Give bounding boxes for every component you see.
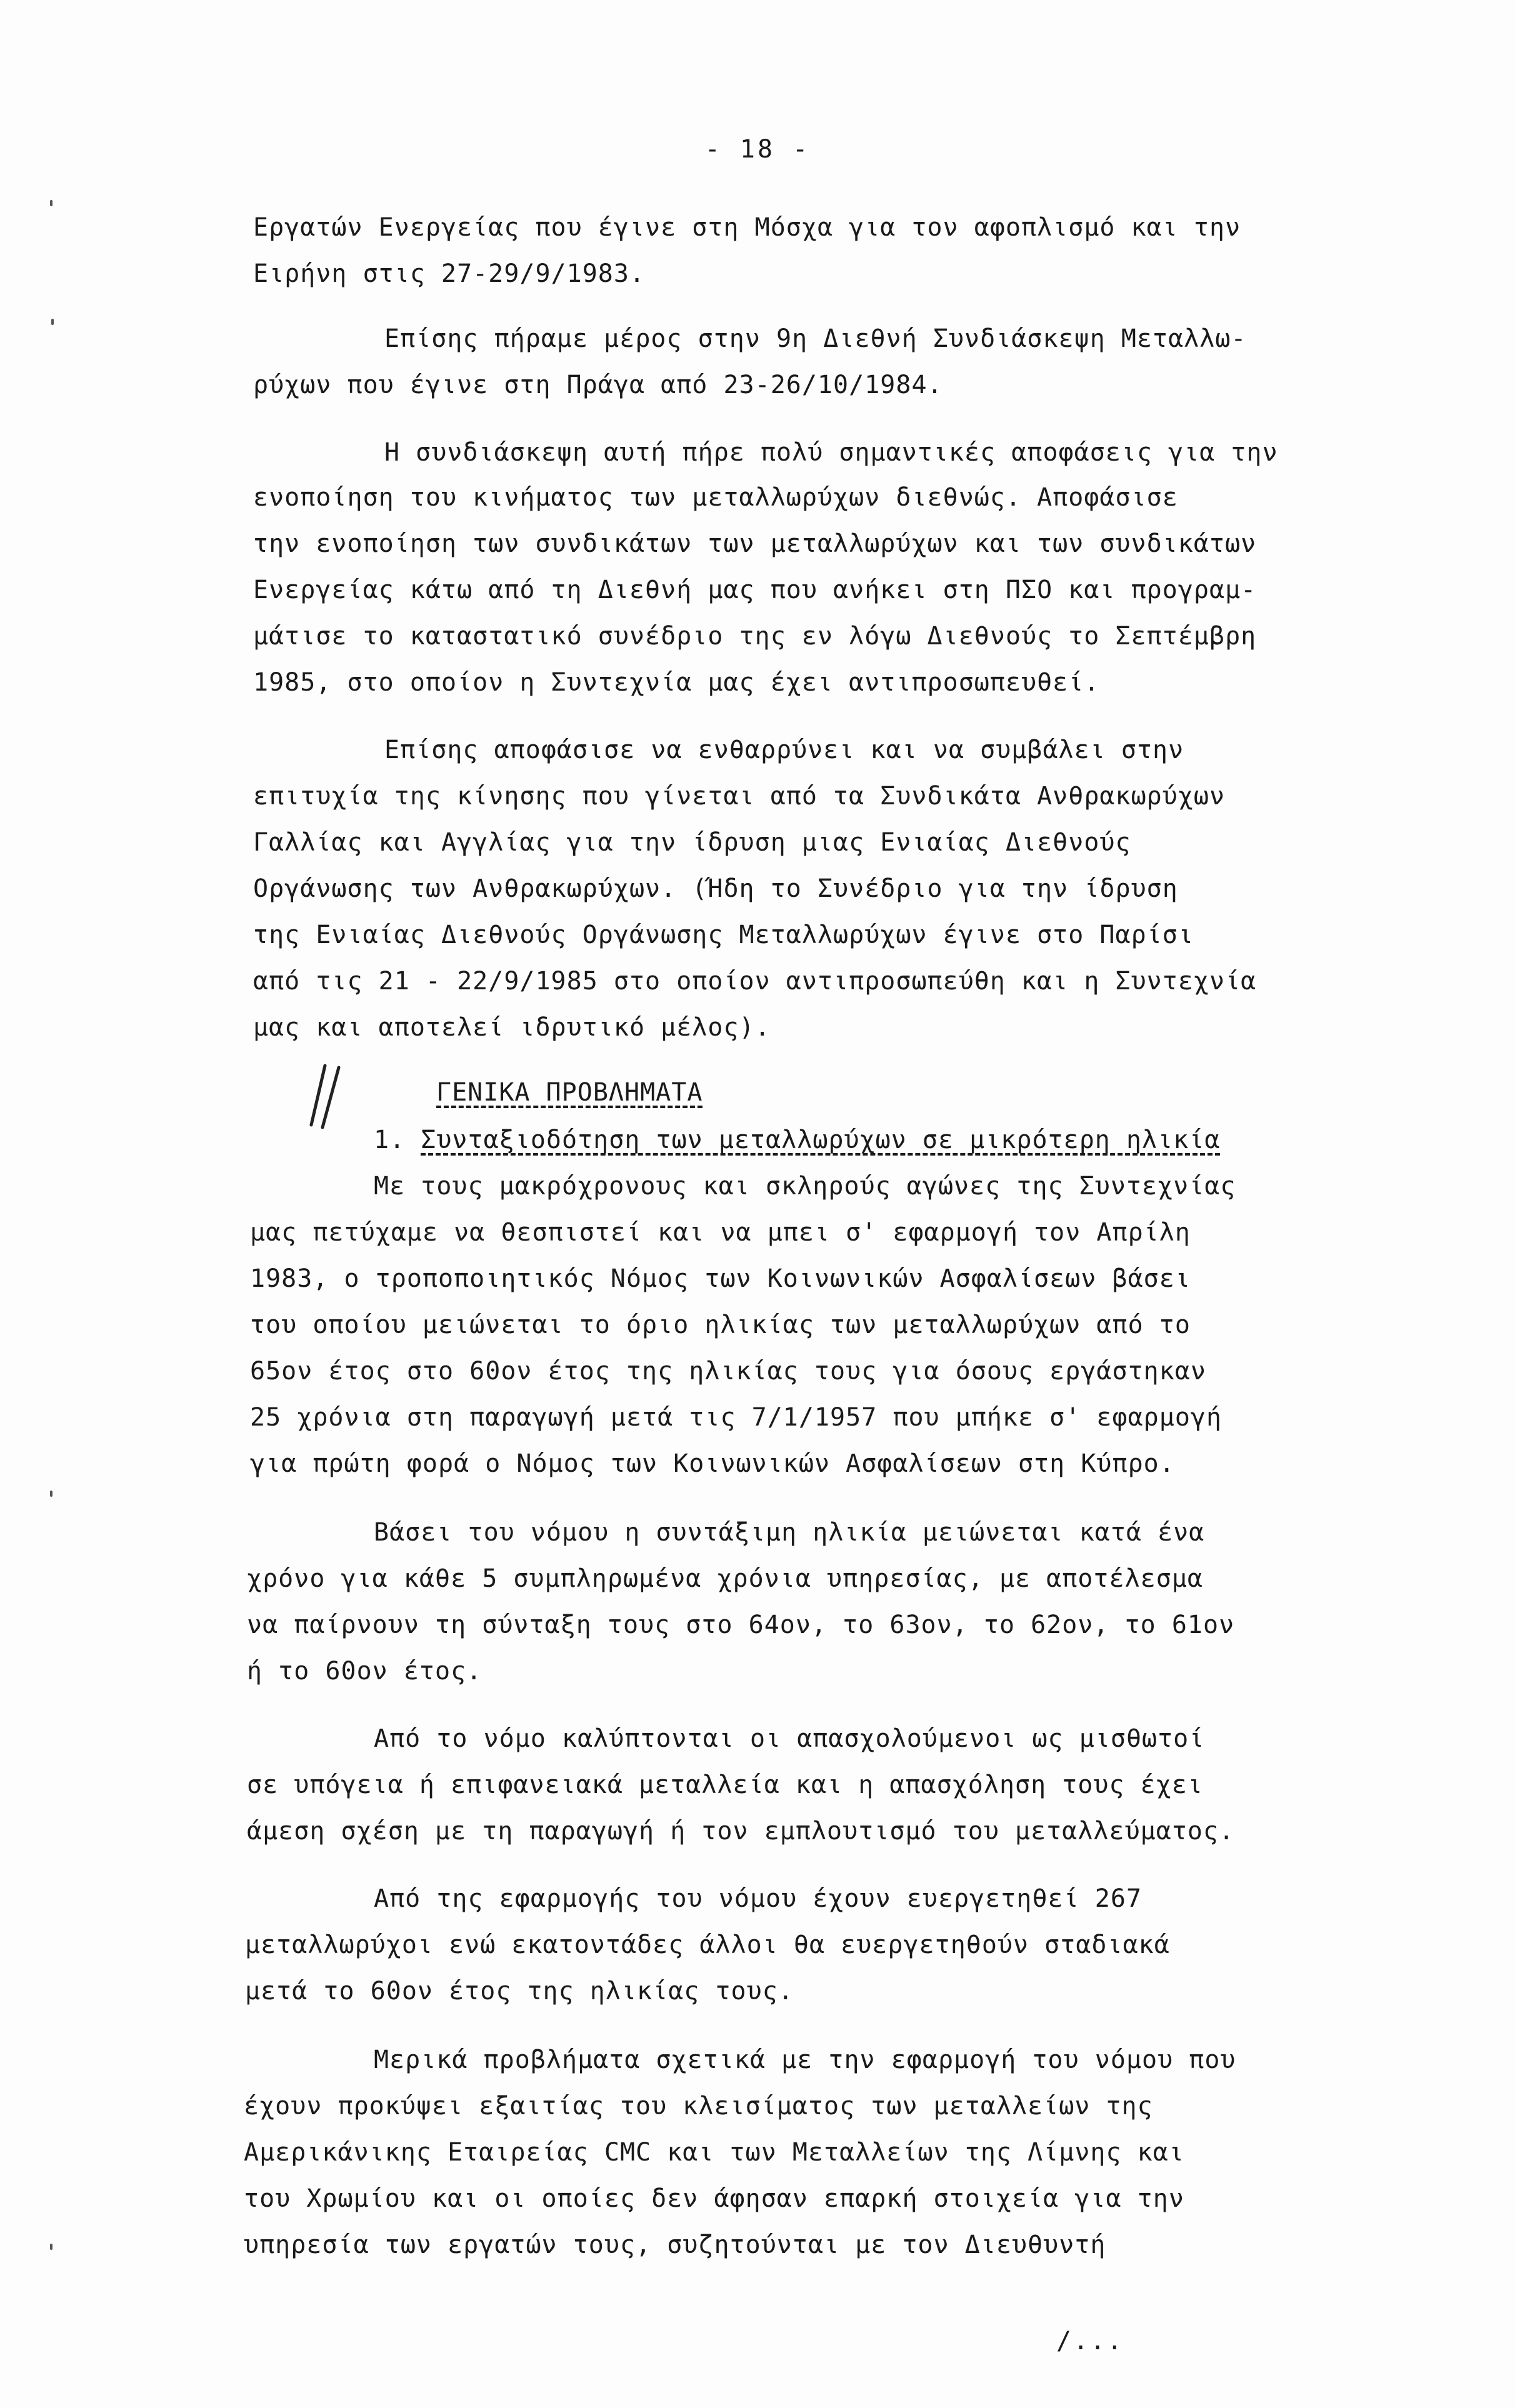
text-line: άμεση σχέση με τη παραγωγή ή τον εμπλουτισμό του μεταλλεύματος.	[247, 1817, 1235, 1846]
text-line: 1983, ο τροποποιητικός Νόμος των Κοινωνικών Ασφαλίσεων βάσει	[250, 1264, 1191, 1293]
text-line: Με τους μακρόχρονους και σκληρούς αγώνες της Συντεχνίας	[374, 1172, 1236, 1201]
text-line: να παίρνουν τη σύνταξη τους στο 64ον, το 63ον, το 62ον, το 61ον	[247, 1611, 1235, 1639]
text-line: Μερικά προβλήματα σχετικά με την εφαρμογή του νόμου που	[374, 2046, 1236, 2074]
text-line: ενοποίηση του κινήματος των μεταλλωρύχων διεθνώς. Αποφάσισε	[253, 483, 1178, 512]
text-line: ρύχων που έγινε στη Πράγα από 23-26/10/1984.	[253, 371, 943, 399]
text-line: επιτυχία της κίνησης που γίνεται από τα Συνδικάτα Ανθρακωρύχων	[253, 782, 1226, 811]
text-line: Εργατών Ενεργείας που έγινε στη Μόσχα για τον αφοπλισμό και την	[253, 213, 1241, 242]
continuation-mark: /...	[1056, 2327, 1124, 2356]
text-line: 25 χρόνια στη παραγωγή μετά τις 7/1/1957 που μπήκε σ' εφαρμογή	[250, 1403, 1222, 1432]
text-line: Αμερικάνικης Εταιρείας CMC και των Μεταλλείων της Λίμνης και	[244, 2138, 1184, 2167]
text-line: της Ενιαίας Διεθνούς Οργάνωσης Μεταλλωρύχων έγινε στο Παρίσι	[253, 921, 1194, 949]
text-line: Από της εφαρμογής του νόμου έχουν ευεργετηθεί 267	[374, 1884, 1142, 1913]
text-line: Επίσης πήραμε μέρος στην 9η Διεθνή Συνδιάσκεψη Μεταλλω-	[384, 324, 1247, 353]
subsection-title: Συνταξιοδότηση των μεταλλωρύχων σε μικρότερη ηλικία	[421, 1126, 1221, 1154]
text-line: μάτισε το καταστατικό συνέδριο της εν λόγω Διεθνούς το Σεπτέμβρη	[253, 622, 1257, 651]
text-line: του οποίου μειώνεται το όριο ηλικίας των μεταλλωρύχων από το	[250, 1311, 1191, 1339]
text-line: την ενοποίηση των συνδικάτων των μεταλλωρύχων και των συνδικάτων	[253, 529, 1257, 558]
handwritten-slash-mark	[306, 1062, 350, 1131]
text-line: Γαλλίας και Αγγλίας για την ίδρυση μιας Ενιαίας Διεθνούς	[253, 828, 1131, 857]
text-line: Οργάνωσης των Ανθρακωρύχων. (Ήδη το Συνέδριο για την ίδρυση	[253, 874, 1178, 903]
scan-speck	[50, 2244, 52, 2250]
page-number: - 18 -	[704, 135, 811, 164]
scan-speck	[51, 319, 54, 325]
text-line: του Χρωμίου και οι οποίες δεν άφησαν επαρκή στοιχεία για την	[244, 2184, 1184, 2213]
text-line: 65ον έτος στο 60ον έτος της ηλικίας τους για όσους εργάστηκαν	[250, 1357, 1207, 1386]
scan-speck	[50, 1491, 52, 1497]
text-line: για πρώτη φορά ο Νόμος των Κοινωνικών Ασφαλίσεων στη Κύπρο.	[250, 1449, 1175, 1478]
text-line: από τις 21 - 22/9/1985 στο οποίον αντιπροσωπεύθη και η Συντεχνία	[253, 967, 1257, 996]
text-line: μετά το 60ον έτος της ηλικίας τους.	[245, 1977, 794, 2006]
text-line: υπηρεσία των εργατών τους, συζητούνται με τον Διευθυντή	[244, 2231, 1106, 2259]
text-line: Η συνδιάσκεψη αυτή πήρε πολύ σημαντικές αποφάσεις για την	[384, 438, 1278, 467]
subsection-heading	[374, 1125, 1220, 1155]
text-line: έχουν προκύψει εξαιτίας του κλεισίματος των μεταλλείων της	[244, 2092, 1153, 2121]
text-line: μας πετύχαμε να θεσπιστεί και να μπει σ' εφαρμογή τον Απρίλη	[250, 1218, 1191, 1247]
text-line: σε υπόγεια ή επιφανειακά μεταλλεία και η απασχόληση τους έχει	[247, 1771, 1204, 1799]
section-heading: ΓΕΝΙΚΑ ΠΡΟΒΛΗΜΑΤΑ	[436, 1078, 703, 1107]
text-line: μεταλλωρύχοι ενώ εκατοντάδες άλλοι θα ευεργετηθούν σταδιακά	[245, 1931, 1170, 1959]
text-line: Βάσει του νόμου η συντάξιμη ηλικία μειώνεται κατά ένα	[374, 1518, 1205, 1547]
text-line: Από το νόμο καλύπτονται οι απασχολούμενοι ως μισθωτοί	[374, 1724, 1205, 1753]
text-line: μας και αποτελεί ιδρυτικό μέλος).	[253, 1013, 771, 1042]
text-line: Ενεργείας κάτω από τη Διεθνή μας που ανήκει στη ΠΣΟ και προγραμ-	[253, 576, 1257, 604]
text-line: Επίσης αποφάσισε να ενθαρρύνει και να συμβάλει στην	[384, 736, 1184, 764]
text-line: 1985, στο οποίον η Συντεχνία μας έχει αντιπροσωπευθεί.	[253, 668, 1100, 697]
scan-speck	[50, 200, 52, 206]
text-line: ή το 60ον έτος.	[247, 1657, 482, 1686]
subsection-number: 1.	[374, 1126, 406, 1154]
text-line: χρόνο για κάθε 5 συμπληρωμένα χρόνια υπηρεσίας, με αποτέλεσμα	[247, 1564, 1204, 1593]
text-line: Ειρήνη στις 27-29/9/1983.	[253, 259, 646, 288]
